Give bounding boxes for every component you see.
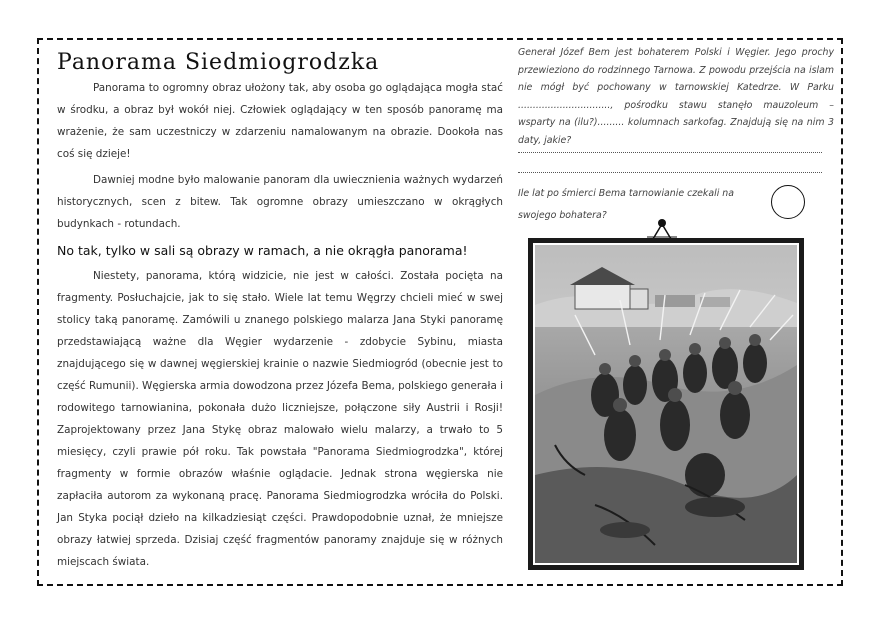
exercise-question: Ile lat po śmierci Bema tarnowianie czekali na swojego bohatera? [518, 188, 734, 221]
story-paragraph: Niestety, panorama, którą widzicie, nie jest w całości. Została pocięta na fragmenty. Posłuchajcie, jak to się stało. Wiele lat temu Węgrzy chcieli mieć w swej stolicy taką panoramę. Zamówili u znanego polskiego malarza Jana Styki panoramę przedstawiającą ważne dla Węgier wydarzenie - zdobycie Sybinu, miasta znajdującego się w dawnej węgierskiej krainie o nazwie Siedmiogród (obecnie jest to część Rumunii). Węgierska armia dowodzona przez Józefa Bema, polskiego generała i rodowitego tarnowianina, pokonała dużo liczniejsze, połączone siły Austrii i Rosji! Zaprojektowany przez Jana Stykę obraz malowało wielu malarzy, a trwało to 5 miesięcy, czyli prawie pół roku. Tak powstała "Panorama Siedmiogrodzka", której fragmenty w formie obrazów właśnie oglądacie. Jednak strona węgierska nie zapłaciła autorom za wykonaną pracę. Panorama Siedmiogrodzka wróciła do Polski. Jan Styka pociął dzieło na kilkadziesiąt części. Prawdopodobnie uznał, że mniejsze obrazy łatwiej sprzeda. Dzisiaj część fragmentów panoramy znajduje się w różnych miejscach świata. [57, 270, 503, 568]
painting-frame [528, 238, 804, 570]
history-paragraph: Dawniej modne było malowanie panoram dla uwiecznienia ważnych wydarzeń historycznych, scen z bitew. Tak ogromne obrazy umieszczano w okrągłych budynkach - rotundach. [57, 174, 503, 230]
battle-painting [533, 243, 799, 565]
page-title: Panorama Siedmiogrodzka [57, 50, 380, 75]
answer-line-2 [518, 172, 822, 173]
answer-circle[interactable] [771, 185, 805, 219]
answer-line-1 [518, 152, 822, 153]
subheading: No tak, tylko w sali są obrazy w ramach, a nie okrągła panorama! [57, 243, 468, 258]
exercise-text: Generał Józef Bem jest bohaterem Polski i Węgier. Jego prochy przewieziono do rodzinnego Tarnowa. Z powodu przejścia na islam nie mógł być pochowany w tarnowskiej Katedrze. W Parku ..............................., pośrodku stawu stanęło mauzoleum – wsparty na (ilu?)......... kolumnach sarkofag. Znajdują się na nim 3 daty, jakie? [518, 47, 834, 146]
battle-scene-image [535, 245, 797, 563]
intro-paragraph: Panorama to ogromny obraz ułożony tak, aby osoba go oglądająca mogła stać w środku, a obraz był wokół niej. Człowiek oglądający w ten sposób panoramę ma wrażenie, że sam uczestniczy w zdarzeniu namalowanym na obrazie. Dookoła nas coś się dzieje! [57, 82, 503, 160]
